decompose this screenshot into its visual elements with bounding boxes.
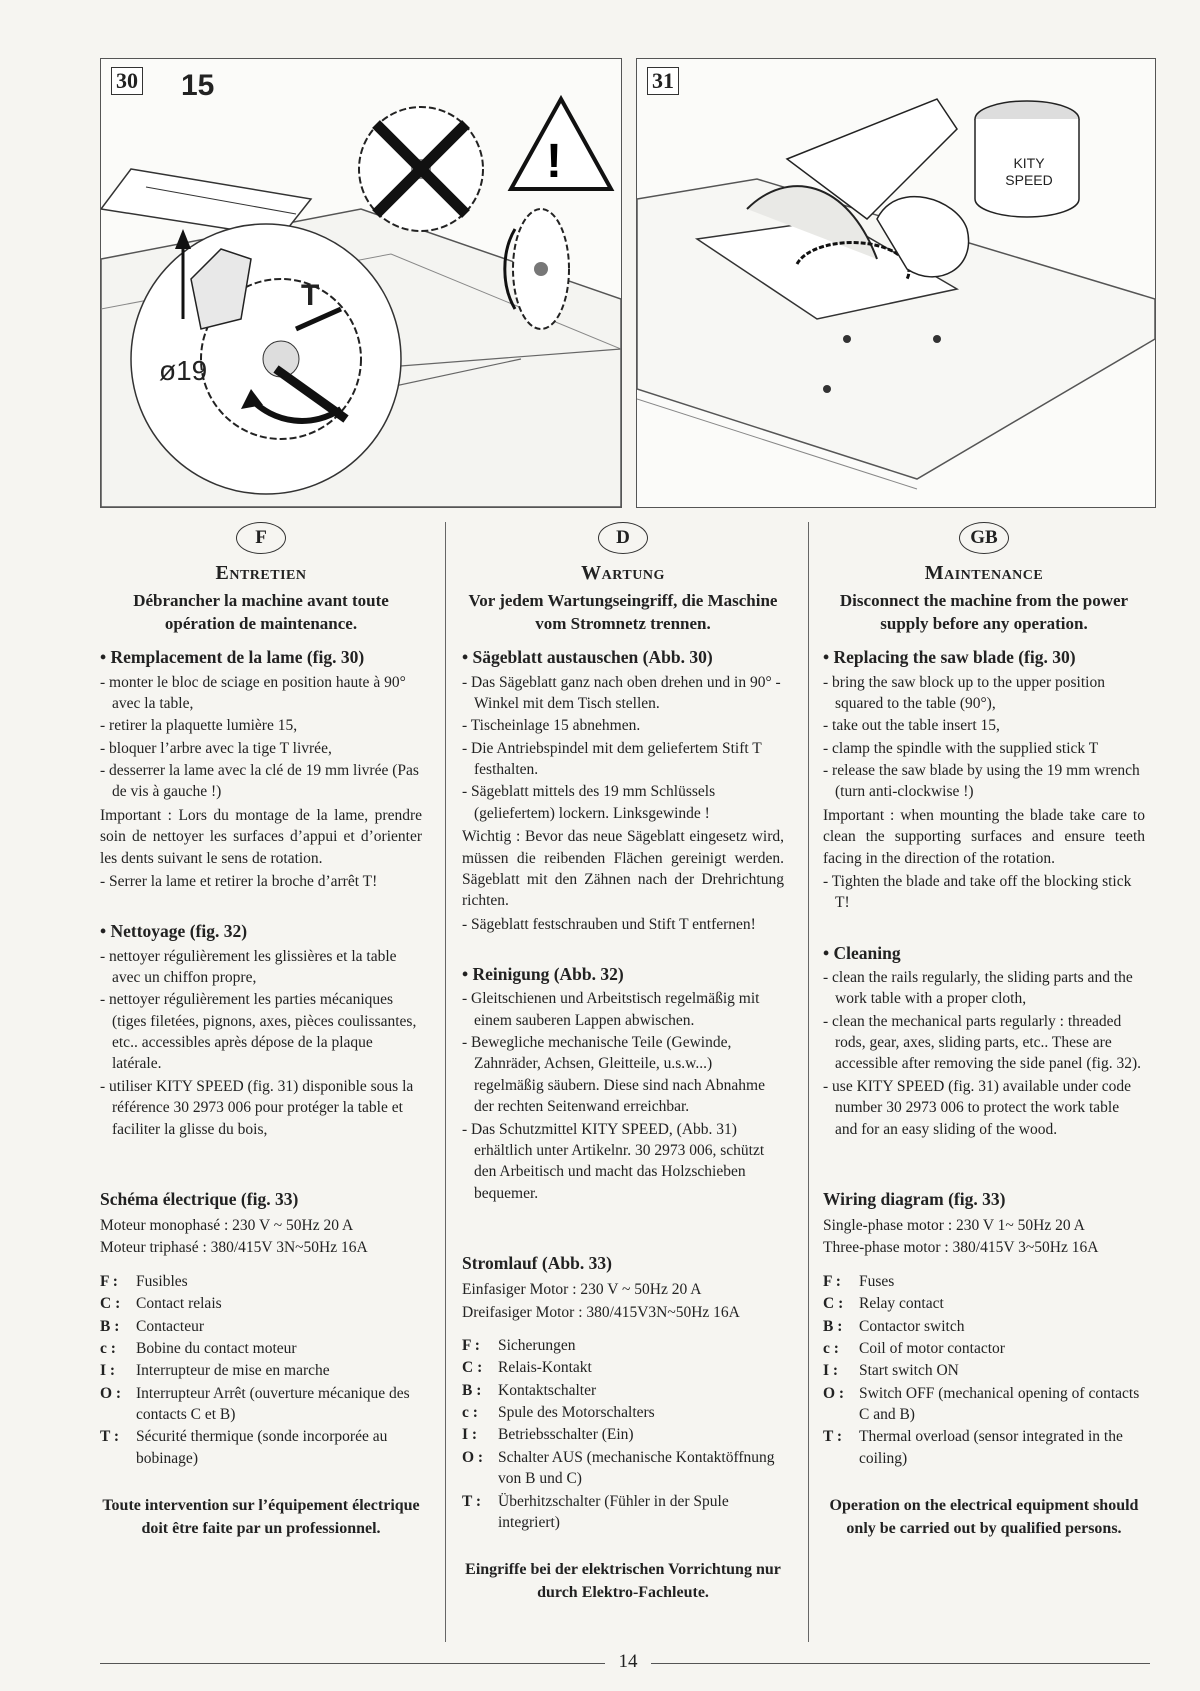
wiring-legend <box>100 1271 422 1469</box>
label-wrench-19: ø19 <box>159 355 208 386</box>
legend-row <box>462 1402 784 1423</box>
page-footer <box>100 1653 1150 1673</box>
legend-value: Sécurité thermique (sonde incorporée au bobinage) <box>136 1428 388 1467</box>
blade-step: - bloquer l’arbre avec la tige T livrée, <box>100 739 332 757</box>
cleaning-step: - clean the mechanical parts regularly : threaded rods, gear, axes, sliding parts, etc.. These are accessible after removing the side panel (fig. 32). <box>823 1012 1142 1073</box>
legend-value: Contacteur <box>136 1317 205 1335</box>
cleaning-heading: • Cleaning <box>823 942 901 963</box>
blade-step: - bring the saw block up to the upper position squared to the table (90°), <box>823 673 1105 712</box>
legend-value: Interrupteur Arrêt (ouverture mécanique des contacts C et B) <box>136 1384 410 1424</box>
legend-key: T : <box>823 1428 843 1446</box>
blade-step: - Tischeinlage 15 abnehmen. <box>462 717 641 735</box>
legend-row <box>462 1447 784 1490</box>
footer-line-right <box>651 1663 1150 1664</box>
legend-value: Switch OFF (mechanical opening of contacts C and B) <box>859 1384 1140 1424</box>
legend-key: T : <box>100 1428 120 1446</box>
legend-row <box>100 1271 422 1292</box>
legend-value: Interrupteur de mise en marche <box>136 1362 330 1380</box>
legend-key: B : <box>823 1317 843 1335</box>
legend-row <box>100 1338 422 1359</box>
legend-key: T : <box>462 1492 482 1510</box>
footer-line-left <box>100 1663 605 1664</box>
blade-step: - Sägeblatt mittels des 19 mm Schlüssels (geliefertem) lockern. Linksgewinde ! <box>462 783 716 822</box>
column-french <box>100 522 422 1540</box>
legend-row <box>823 1293 1145 1314</box>
legend-value: Contact relais <box>136 1295 222 1313</box>
legend-key: O : <box>462 1448 484 1466</box>
legend-key: c : <box>100 1339 116 1357</box>
blade-final-step: - Tighten the blade and take off the blocking stick T! <box>823 872 1132 912</box>
figure-30 <box>100 58 622 508</box>
figure-31 <box>636 58 1156 508</box>
column-divider-2 <box>808 522 809 1642</box>
cleaning-step: - nettoyer régulièrement les glissières et la table avec un chiffon propre, <box>100 947 397 986</box>
cleaning-step: - Gleitschienen und Arbeitstisch regelmäßig mit einem sauberen Lappen abwischen. <box>462 990 760 1029</box>
legend-row <box>462 1357 784 1378</box>
safety-warning: Vor jedem Wartungseingriff, die Maschine vom Stromnetz trennen. <box>468 590 778 633</box>
section-title: Wartung <box>581 562 665 584</box>
legend-value: Contactor switch <box>859 1317 965 1335</box>
wiring-legend <box>462 1335 784 1533</box>
legend-row <box>100 1360 422 1381</box>
column-divider-1 <box>445 522 446 1642</box>
safety-warning: Disconnect the machine from the power supply before any operation. <box>839 590 1129 633</box>
blade-heading: • Replacing the saw blade (fig. 30) <box>823 647 1076 668</box>
legend-key: B : <box>462 1381 482 1399</box>
electrical-closing-note: Eingriffe bei der elektrischen Vorrichtung nur durch Elektro-Fachleute. <box>465 1561 781 1601</box>
legend-row <box>462 1491 784 1534</box>
electrical-closing-note: Operation on the electrical equipment should only be carried out by qualified persons. <box>829 1497 1139 1537</box>
language-badge: GB <box>959 522 1009 554</box>
blade-step: - clamp the spindle with the supplied stick T <box>823 739 1099 757</box>
blade-step: - Das Sägeblatt ganz nach oben drehen und in 90° -Winkel mit dem Tisch stellen. <box>462 673 781 712</box>
motor-single-phase: Einfasiger Motor : 230 V ~ 50Hz 20 A <box>462 1281 702 1299</box>
legend-row <box>823 1383 1145 1426</box>
language-badge: F <box>236 522 286 554</box>
motor-single-phase: Moteur monophasé : 230 V ~ 50Hz 20 A <box>100 1217 354 1235</box>
motor-single-phase: Single-phase motor : 230 V 1~ 50Hz 20 A <box>823 1217 1085 1235</box>
blade-replacement-illustration <box>101 59 621 507</box>
legend-row <box>462 1335 784 1356</box>
legend-value: Bobine du contact moteur <box>136 1339 297 1357</box>
figure-31-number: 31 <box>647 67 679 95</box>
motor-three-phase: Three-phase motor : 380/415V 3~50Hz 16A <box>823 1239 1099 1257</box>
cleaning-step: - clean the rails regularly, the sliding parts and the work table with a proper cloth, <box>823 968 1133 1008</box>
wiring-diagram-title: Schéma électrique (fig. 33) <box>100 1188 299 1209</box>
legend-key: F : <box>100 1272 118 1290</box>
label-stick-T: T <box>301 279 320 312</box>
legend-row <box>462 1424 784 1445</box>
can-text-line-1: KITY <box>1013 155 1045 171</box>
legend-key: I : <box>823 1362 839 1380</box>
can-text-line-2: SPEED <box>1005 171 1053 188</box>
column-english <box>823 522 1145 1540</box>
important-note: Important : when mounting the blade take care to clean the supporting surfaces and ensure teeth facing in the direction of the rotation. <box>823 806 1145 867</box>
important-note: Wichtig : Bevor das neue Sägeblatt eingesetz wird, müssen die reibenden Flächen gereinigt werden. Sägeblatt mit den Zähnen nach der Drehrichtung richten. <box>462 828 784 910</box>
legend-key: O : <box>100 1384 122 1402</box>
wiring-legend <box>823 1271 1145 1469</box>
legend-row <box>823 1360 1145 1381</box>
cleaning-step: - use KITY SPEED (fig. 31) available under code number 30 2973 006 to protect the work table and for an easy sliding of the wood. <box>823 1077 1132 1138</box>
legend-key: O : <box>823 1384 845 1402</box>
legend-key: c : <box>462 1404 478 1422</box>
blade-heading: • Remplacement de la lame (fig. 30) <box>100 647 365 668</box>
legend-key: C : <box>462 1359 483 1377</box>
legend-key: C : <box>823 1295 844 1313</box>
kity-speed-can-label <box>979 155 1079 189</box>
motor-three-phase: Moteur triphasé : 380/415V 3N~50Hz 16A <box>100 1239 368 1257</box>
kity-speed-illustration <box>637 59 1155 507</box>
legend-key: C : <box>100 1295 121 1313</box>
legend-key: c : <box>823 1339 839 1357</box>
legend-row <box>100 1316 422 1337</box>
electrical-closing-note: Toute intervention sur l’équipement électrique doit être faite par un professionnel. <box>102 1497 420 1537</box>
section-title: Entretien <box>215 562 307 584</box>
legend-value: Schalter AUS (mechanische Kontaktöffnung von B und C) <box>498 1448 775 1488</box>
legend-row <box>823 1338 1145 1359</box>
legend-key: I : <box>462 1426 478 1444</box>
legend-row <box>100 1293 422 1314</box>
page-number: 14 <box>610 1651 646 1673</box>
blade-final-step: - Serrer la lame et retirer la broche d’arrêt T! <box>100 872 378 890</box>
cleaning-step: - Das Schutzmittel KITY SPEED, (Abb. 31) erhältlich unter Artikelnr. 30 2973 006, schützt den Arbeitisch und macht das Holzschieben bequemer. <box>462 1120 765 1202</box>
legend-value: Überhitzschalter (Fühler in der Spule integriert) <box>498 1492 729 1531</box>
legend-value: Start switch ON <box>859 1362 959 1380</box>
blade-heading: • Sägeblatt austauschen (Abb. 30) <box>462 647 713 668</box>
legend-value: Fuses <box>859 1272 895 1290</box>
legend-value: Relay contact <box>859 1295 944 1313</box>
blade-step: - release the saw blade by using the 19 mm wrench (turn anti-clockwise !) <box>823 762 1140 801</box>
language-badge: D <box>598 522 648 554</box>
legend-key: B : <box>100 1317 120 1335</box>
important-note: Important : Lors du montage de la lame, prendre soin de nettoyer les surfaces d’appui et d’orienter les dents suivant le sens de rotation. <box>100 806 422 867</box>
legend-key: F : <box>462 1336 480 1354</box>
legend-row <box>823 1426 1145 1469</box>
legend-row <box>100 1426 422 1469</box>
blade-step: - Die Antriebspindel mit dem geliefertem Stift T festhalten. <box>462 739 762 779</box>
cleaning-step: - nettoyer régulièrement les parties mécaniques (tiges filetées, pignons, axes, pièces coulissantes, etc.. accessibles après dépose de la plaque latérale. <box>100 991 417 1073</box>
cleaning-step: - Bewegliche mechanische Teile (Gewinde, Zahnräder, Achsen, Gleitteile, u.s.w...) regelmäßig säubern. Diese sind nach Abnahme der rechten Seitenwand erreichbar. <box>462 1034 765 1116</box>
blade-step: - monter le bloc de sciage en position haute à 90° avec la table, <box>100 673 406 712</box>
column-german <box>462 522 784 1604</box>
legend-value: Fusibles <box>136 1272 188 1290</box>
legend-row <box>100 1383 422 1426</box>
legend-value: Coil of motor contactor <box>859 1339 1005 1357</box>
motor-three-phase: Dreifasiger Motor : 380/415V3N~50Hz 16A <box>462 1303 740 1321</box>
legend-value: Sicherungen <box>498 1336 576 1354</box>
legend-row <box>823 1316 1145 1337</box>
wiring-diagram-title: Wiring diagram (fig. 33) <box>823 1188 1006 1209</box>
legend-value: Kontaktschalter <box>498 1381 597 1399</box>
legend-value: Thermal overload (sensor integrated in the coiling) <box>859 1428 1123 1467</box>
blade-step: - take out the table insert 15, <box>823 717 1000 735</box>
figure-30-number: 30 <box>111 67 143 95</box>
svg-text:!: ! <box>546 135 562 188</box>
label-insert-15: 15 <box>181 69 215 102</box>
cleaning-heading: • Nettoyage (fig. 32) <box>100 921 248 942</box>
legend-key: I : <box>100 1362 116 1380</box>
wiring-diagram-title: Stromlauf (Abb. 33) <box>462 1253 612 1273</box>
blade-step: - retirer la plaquette lumière 15, <box>100 717 298 735</box>
cleaning-step: - utiliser KITY SPEED (fig. 31) disponible sous la référence 30 2973 006 pour protéger la table et faciliter la glisse du bois, <box>100 1077 414 1138</box>
blade-final-step: - Sägeblatt festschrauben und Stift T entfernen! <box>462 915 756 933</box>
safety-warning: Débrancher la machine avant toute opération de maintenance. <box>133 590 389 633</box>
legend-value: Relais-Kontakt <box>498 1359 592 1377</box>
legend-value: Spule des Motorschalters <box>498 1404 655 1422</box>
cleaning-heading: • Reinigung (Abb. 32) <box>462 964 624 985</box>
legend-row <box>462 1380 784 1401</box>
legend-value: Betriebsschalter (Ein) <box>498 1426 634 1444</box>
blade-step: - desserrer la lame avec la clé de 19 mm livrée (Pas de vis à gauche !) <box>100 762 419 801</box>
legend-key: F : <box>823 1272 841 1290</box>
legend-row <box>823 1271 1145 1292</box>
section-title: Maintenance <box>924 562 1044 584</box>
